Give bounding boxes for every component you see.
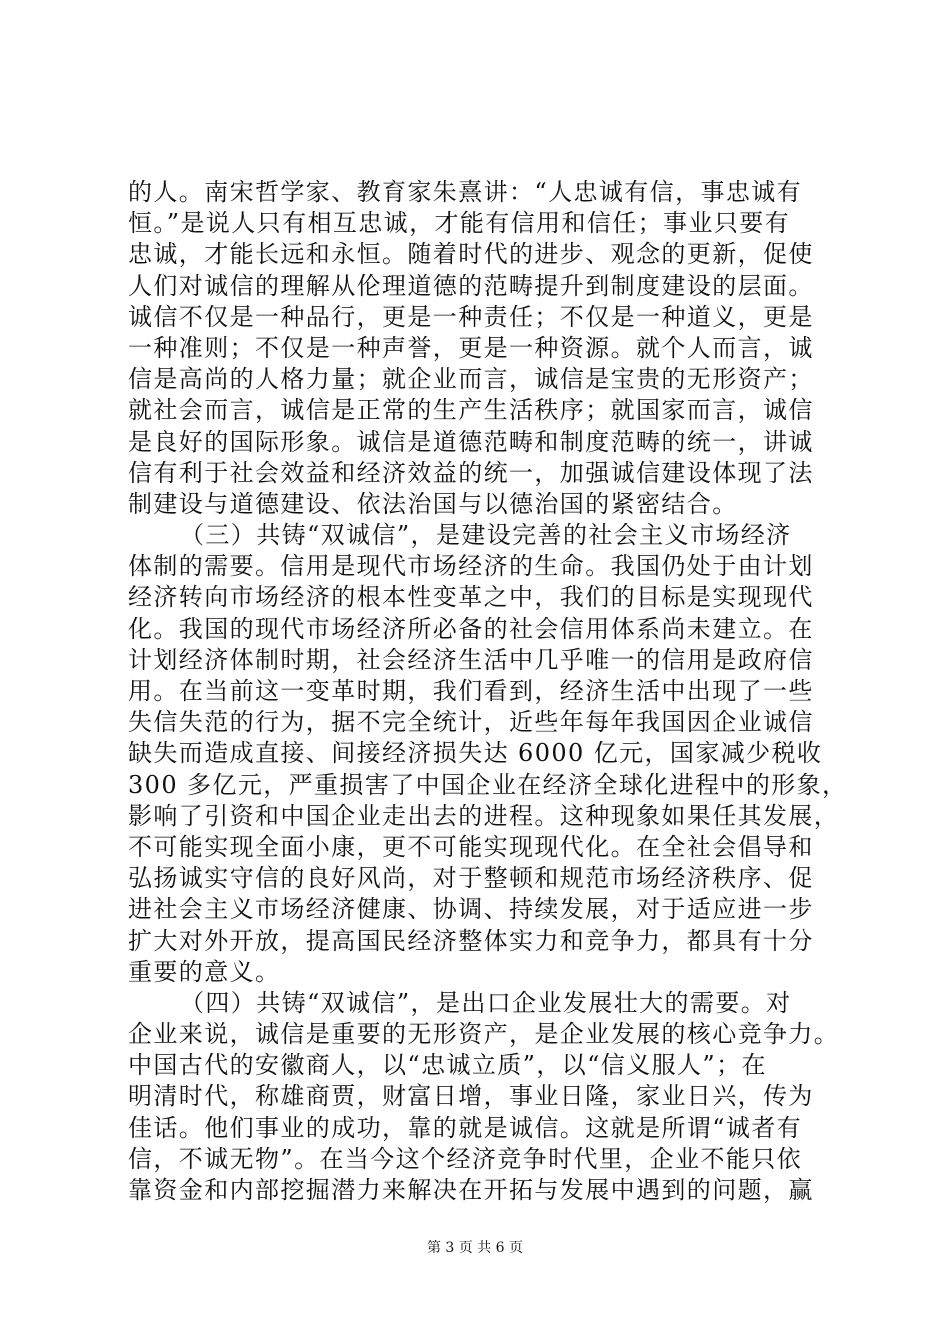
text-line: 弘扬诚实守信的良好风尚，对于整顿和规范市场经济秩序、促 xyxy=(128,864,814,893)
paragraph-heading-3: （三）共铸“双诚信”，是建设完善的社会主义市场经济 xyxy=(180,521,792,550)
text-line: 计划经济体制时期，社会经济生活中几乎唯一的信用是政府信 xyxy=(128,645,814,674)
text-line: 体制的需要。信用是现代市场经济的生命。我国仍处于由计划 xyxy=(128,552,814,581)
text-line: 佳话。他们事业的成功，靠的就是诚信。这就是所谓“诚者有 xyxy=(128,1113,803,1142)
text-line: 300 多亿元，严重损害了中国企业在经济全球化进程中的形象， xyxy=(128,770,848,799)
text-line: 进社会主义市场经济健康、协调、持续发展，对于适应进一步 xyxy=(128,895,814,924)
text-line: 失信失范的行为，据不完全统计，近些年每年我国因企业诚信 xyxy=(128,708,814,737)
text-line: 缺失而造成直接、间接经济损失达 6000 亿元，国家减少税收 xyxy=(128,739,823,768)
text-line: 企业来说，诚信是重要的无形资产，是企业发展的核心竞争力。 xyxy=(128,1020,840,1049)
text-line: 影响了引资和中国企业走出去的进程。这种现象如果任其发展， xyxy=(128,801,840,830)
text-line: 信是高尚的人格力量；就企业而言，诚信是宝贵的无形资产； xyxy=(128,365,814,394)
text-line: 经济转向市场经济的根本性变革之中，我们的目标是实现现代 xyxy=(128,583,814,612)
text-line: 的人。南宋哲学家、教育家朱熹讲：“人忠诚有信，事忠诚有 xyxy=(128,178,803,206)
paragraph-heading-4: （四）共铸“双诚信”，是出口企业发展壮大的需要。对 xyxy=(180,988,792,1017)
text-line: 信有利于社会效益和经济效益的统一，加强诚信建设体现了法 xyxy=(128,458,814,487)
text-line: 忠诚，才能长远和永恒。随着时代的进步、观念的更新，促使 xyxy=(128,240,814,269)
text-line: 靠资金和内部挖掘潜力来解决在开拓与发展中遇到的问题，赢 xyxy=(128,1176,814,1204)
text-line: 用。在当前这一变革时期，我们看到，经济生活中出现了一些 xyxy=(128,677,814,705)
text-line: 扩大对外开放，提高国民经济整体实力和竞争力，都具有十分 xyxy=(128,926,814,955)
text-line: 中国古代的安徽商人，以“忠诚立质”，以“信义服人”；在 xyxy=(128,1051,767,1080)
text-line: 不可能实现全面小康，更不可能实现现代化。在全社会倡导和 xyxy=(128,832,814,861)
text-line: 信，不诚无物”。在当今这个经济竞争时代里，企业不能只依 xyxy=(128,1144,803,1173)
text-line: 重要的意义。 xyxy=(128,957,281,986)
text-line: 明清时代，称雄商贾，财富日增，事业日隆，家业日兴，传为 xyxy=(128,1082,814,1111)
text-line: 就社会而言，诚信是正常的生产生活秩序；就国家而言，诚信 xyxy=(128,396,814,425)
text-line: 恒。”是说人只有相互忠诚，才能有信用和信任；事业只要有 xyxy=(128,209,791,238)
text-line: 是良好的国际形象。诚信是道德范畴和制度范畴的统一，讲诚 xyxy=(128,427,814,456)
text-line: 化。我国的现代市场经济所必备的社会信用体系尚未建立。在 xyxy=(128,614,814,643)
text-line: 诚信不仅是一种品行，更是一种责任；不仅是一种道义，更是 xyxy=(128,302,814,331)
page-number-footer: 第 3 页 共 6 页 xyxy=(426,1240,524,1256)
text-line: 一种准则；不仅是一种声誉，更是一种资源。就个人而言，诚 xyxy=(128,333,814,362)
text-line: 制建设与道德建设、依法治国与以德治国的紧密结合。 xyxy=(128,489,738,518)
document-body xyxy=(128,177,848,1206)
text-line: 人们对诚信的理解从伦理道德的范畴提升到制度建设的层面。 xyxy=(128,271,814,300)
